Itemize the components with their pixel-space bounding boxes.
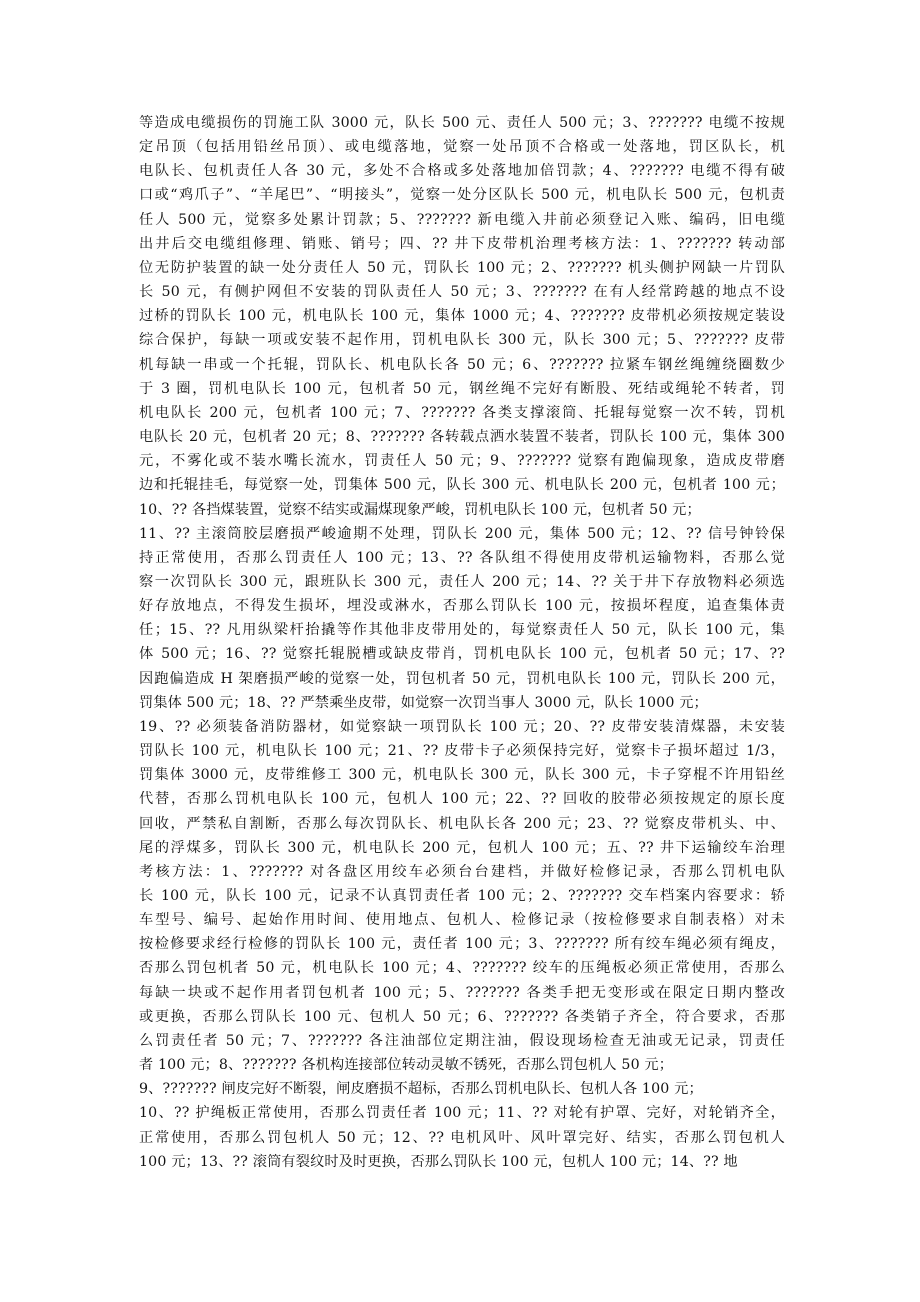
text-line: 车型号、编号、起始作用时间、使用地点、包机人、检修记录（按检修要求自制表格）对未	[139, 912, 785, 929]
text-line: 19、?? 必须装备消防器材，如觉察缺一项罚队长 100 元；20、?? 皮带安装清煤器，未安装	[139, 718, 785, 735]
text-line: 等造成电缆损伤的罚施工队 3000 元，队长 500 元、责任人 500 元；3、??????? 电缆不按规	[139, 115, 785, 131]
text-line: 机每缺一串或一个托辊，罚队长、机电队长各 50 元；6、??????? 拉紧车钢丝绳缠绕圈数少	[139, 356, 785, 373]
text-line: 考核方法：1、??????? 对各盘区用绞车必须台台建档，并做好检修记录，否那么罚机电队	[139, 863, 785, 880]
text-line: 长 100 元，队长 100 元，记录不认真罚责任者 100 元；2、??????? 交车档案内容要求：轿	[139, 888, 785, 904]
text-line: 每缺一块或不起作用者罚包机者 100 元；5、??????? 各类手把无变形或在限定日期内整改	[139, 984, 785, 1001]
document-body-text	[139, 111, 785, 1174]
text-line: 因跑偏造成 H 架磨损严峻的觉察一处，罚包机者 50 元，罚机电队长 100 元，罚队长 200 元，	[139, 670, 785, 687]
text-line: 10、?? 护绳板正常使用，否那么罚责任者 100 元；11、?? 对轮有护罩、完好，对轮销齐全，	[139, 1105, 785, 1122]
text-line: 正常使用，否那么罚包机人 50 元；12、?? 电机风叶、风叶罩完好、结实，否那么罚包机人	[139, 1129, 785, 1146]
text-line: 位无防护装置的缺一处分责任人 50 元，罚队长 100 元；2、??????? 机头侧护网缺一片罚队	[139, 259, 785, 276]
text-line: 任；15、?? 凡用纵梁杆抬撬等作其他非皮带用处的，每觉察责任人 50 元，队长 100 元，集	[139, 622, 785, 639]
text-line: 代替，否那么罚机电队长 100 元，包机人 100 元；22、?? 回收的胶带必须按规定的原长度	[139, 791, 785, 808]
text-line: 察一次罚队长 300 元，跟班队长 300 元，责任人 200 元；14、?? 关于井下存放物料必须选	[139, 573, 785, 590]
text-line: 电队长、包机责任人各 30 元，多处不合格或多处落地加倍罚款；4、??????? 电缆不得有破	[139, 163, 785, 180]
text-line: 尾的浮煤多，罚队长 300 元，机电队长 200 元，包机人 100 元；五、?? 井下运输绞车治理	[139, 839, 785, 856]
text-line: 10、?? 各挡煤装置，觉察不结实或漏煤现象严峻，罚机电队长 100 元，包机者 50 元；	[139, 501, 701, 518]
text-line: 回收，严禁私自割断，否那么每次罚队长、机电队长各 200 元；23、?? 觉察皮带机头、中、	[139, 815, 785, 832]
text-line: 持正常使用，否那么罚责任人 100 元；13、?? 各队组不得使用皮带机运输物料，否那么觉	[139, 549, 785, 566]
text-line: 体 500 元；16、?? 觉察托辊脱槽或缺皮带肖，罚机电队长 100 元，包机者 50 元；17、??	[139, 646, 785, 663]
text-line: 者 100 元；8、??????? 各机构连接部位转动灵敏不锈死，否那么罚包机人 50 元；	[139, 1057, 674, 1074]
text-line: 定吊顶（包括用铅丝吊顶）、或电缆落地，觉察一处吊顶不合格或一处落地，罚区队长，机	[139, 139, 785, 156]
text-line: 口或“鸡爪子”、“羊尾巴”、“明接头”，觉察一处分区队长 500 元，机电队长 500 元，包机责	[139, 187, 785, 204]
text-line: 100 元；13、?? 滚筒有裂纹时及时更换，否那么罚队长 100 元，包机人 100 元；14、?? 地	[139, 1153, 738, 1170]
text-line: 按检修要求经行检修的罚队长 100 元，责任者 100 元；3、??????? 所有绞车绳必须有绳皮，	[139, 936, 785, 953]
text-line: 机电队长 200 元，包机者 100 元；7、??????? 各类支撑滚筒、托辊每觉察一次不转，罚机	[139, 404, 785, 421]
text-line: 9、??????? 闸皮完好不断裂，闸皮磨损不超标，否那么罚机电队长、包机人各 100 元；	[139, 1081, 703, 1098]
text-line: 罚集体 3000 元，皮带维修工 300 元，机电队长 300 元，队长 300 元，卡子穿棍不许用铅丝	[139, 767, 785, 784]
text-line: 过桥的罚队长 100 元，机电队长 100 元，集体 1000 元；4、??????? 皮带机必须按规定装设	[139, 308, 785, 325]
text-line: 综合保护，每缺一项或安装不起作用，罚机电队长 300 元，队长 300 元；5、??????? 皮带	[139, 332, 785, 349]
text-line: 长 50 元，有侧护网但不安装的罚队责任人 50 元；3、??????? 在有人经常跨越的地点不设	[139, 284, 785, 301]
text-line: 罚队长 100 元，机电队长 100 元；21、?? 皮带卡子必须保持完好，觉察卡子损坏超过 1/3，	[139, 743, 785, 760]
text-line: 或更换，否那么罚队长 100 元、包机人 50 元；6、??????? 各类销子齐全，符合要求，否那	[139, 1008, 785, 1025]
text-line: 于 3 圈，罚机电队长 100 元，包机者 50 元，钢丝绳不完好有断股、死结或绳轮不转者，罚	[139, 380, 785, 397]
text-line: 11、?? 主滚筒胶层磨损严峻逾期不处理，罚队长 200 元，集体 500 元；12、?? 信号钟铃保	[139, 525, 785, 542]
text-line: 出井后交电缆组修理、销账、销号；四、?? 井下皮带机治理考核方法：1、??????? 转动部	[139, 235, 785, 252]
text-line: 电队长 20 元，包机者 20 元；8、??????? 各转载点洒水装置不装者，罚队长 100 元，集体 300	[139, 429, 785, 446]
text-line: 元，不雾化或不装水嘴长流水，罚责任人 50 元；9、??????? 觉察有跑偏现象，造成皮带磨	[139, 453, 785, 470]
text-line: 任人 500 元，觉察多处累计罚款；5、??????? 新电缆入井前必须登记入账、编码，旧电缆	[139, 211, 785, 228]
text-line: 边和托辊挂毛，每觉察一处，罚集体 500 元，队长 300 元、机电队长 200 元，包机者 100 元；	[139, 477, 785, 494]
text-line: 好存放地点，不得发生损坏，埋没或淋水，否那么罚队长 100 元，按损坏程度，追查集体责	[139, 598, 785, 615]
text-line: 么罚责任者 50 元；7、??????? 各注油部位定期注油，假设现场检查无油或无记录，罚责任	[139, 1032, 785, 1049]
text-line: 罚集体 500 元；18、?? 严禁乘坐皮带，如觉察一次罚当事人 3000 元，队长 1000 元；	[139, 694, 708, 711]
text-line: 否那么罚包机者 50 元，机电队长 100 元；4、??????? 绞车的压绳板必须正常使用，否那么	[139, 960, 785, 977]
